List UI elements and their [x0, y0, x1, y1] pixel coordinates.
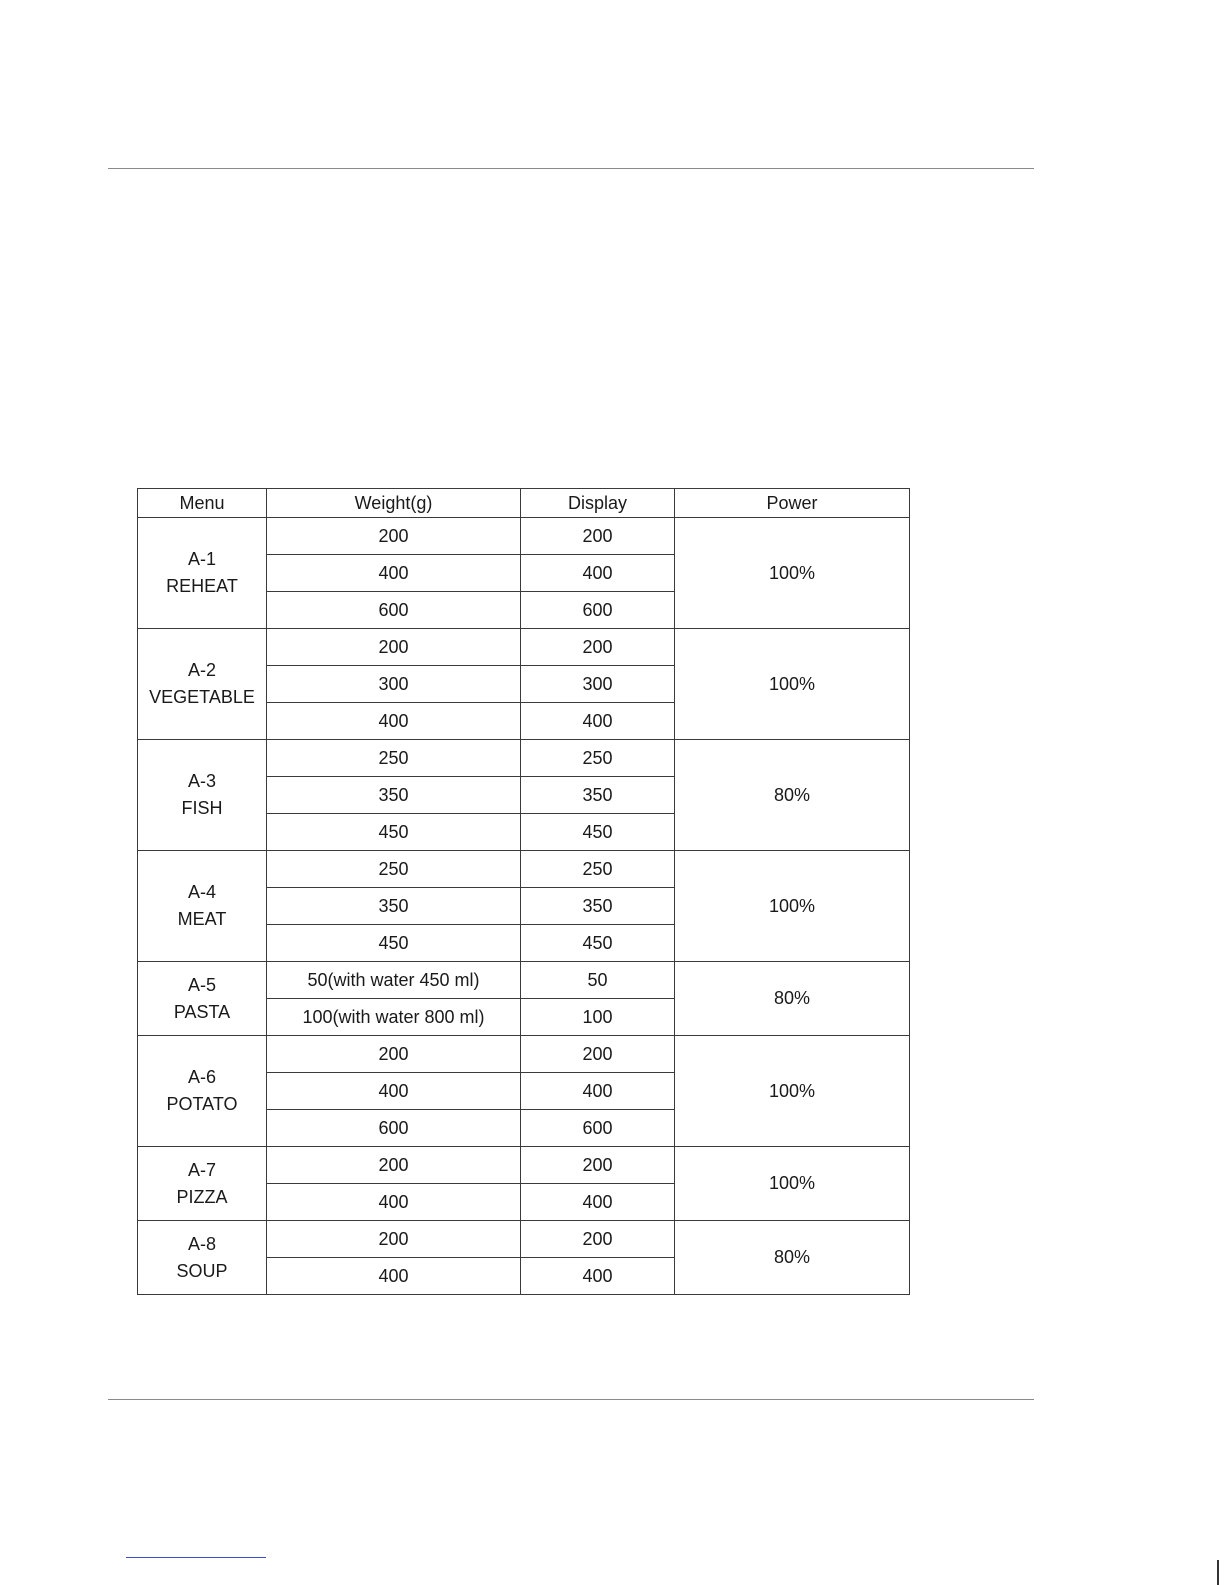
display-cell: 450: [521, 925, 675, 962]
display-cell: 600: [521, 592, 675, 629]
weight-cell: 450: [267, 814, 521, 851]
menu-code: A-3: [187, 771, 216, 791]
menu-cell: [138, 1221, 267, 1295]
table-body: [138, 518, 910, 1295]
display-cell: 600: [521, 1110, 675, 1147]
display-cell: 250: [521, 740, 675, 777]
table-row: [138, 629, 910, 666]
menu-name: PIZZA: [176, 1186, 228, 1207]
display-cell: 400: [521, 703, 675, 740]
menu-cell: [138, 518, 267, 629]
display-cell: 400: [521, 1258, 675, 1295]
power-cell: 100%: [675, 629, 910, 740]
power-cell: 100%: [675, 518, 910, 629]
header-divider: [108, 168, 1034, 169]
menu-code: A-8: [187, 1233, 216, 1254]
weight-cell: 50(with water 450 ml): [267, 962, 521, 999]
weight-cell: 200: [267, 629, 521, 666]
weight-cell: 600: [267, 592, 521, 629]
weight-cell: 400: [267, 555, 521, 592]
menu-cell: [138, 629, 267, 740]
power-cell: 80%: [675, 740, 910, 851]
weight-cell: 200: [267, 1036, 521, 1073]
menu-cell: [138, 962, 267, 1036]
weight-cell: 350: [267, 888, 521, 925]
table-row: [138, 1147, 910, 1184]
display-cell: 100: [521, 999, 675, 1036]
menu-code: A-5: [187, 974, 216, 995]
table-row: [138, 962, 910, 999]
display-cell: 450: [521, 814, 675, 851]
column-header-weight: Weight(g): [267, 489, 521, 518]
menu-name: FISH: [181, 798, 223, 818]
column-header-menu: Menu: [138, 489, 267, 518]
weight-cell: 400: [267, 703, 521, 740]
page-edge-mark: [1217, 1560, 1219, 1585]
display-cell: 200: [521, 1147, 675, 1184]
display-cell: 300: [521, 666, 675, 703]
weight-cell: 400: [267, 1258, 521, 1295]
table-header-row: [138, 489, 910, 518]
menu-code: A-4: [187, 882, 216, 902]
display-cell: 50: [521, 962, 675, 999]
column-header-power: Power: [675, 489, 910, 518]
power-cell: 100%: [675, 851, 910, 962]
table-row: [138, 740, 910, 777]
display-cell: 350: [521, 888, 675, 925]
weight-cell: 200: [267, 1147, 521, 1184]
weight-cell: 100(with water 800 ml): [267, 999, 521, 1036]
weight-cell: 350: [267, 777, 521, 814]
menu-code: A-6: [187, 1067, 216, 1087]
power-cell: 80%: [675, 1221, 910, 1295]
menu-cell: [138, 1147, 267, 1221]
auto-menu-table: [137, 488, 910, 1295]
display-cell: 400: [521, 1184, 675, 1221]
display-cell: 200: [521, 1036, 675, 1073]
display-cell: 400: [521, 555, 675, 592]
table-row: [138, 518, 910, 555]
display-cell: 350: [521, 777, 675, 814]
power-cell: 100%: [675, 1036, 910, 1147]
weight-cell: 450: [267, 925, 521, 962]
menu-name: PASTA: [173, 1001, 231, 1022]
table-row: [138, 1221, 910, 1258]
menu-name: REHEAT: [166, 576, 238, 596]
display-cell: 200: [521, 518, 675, 555]
weight-cell: 300: [267, 666, 521, 703]
weight-cell: 250: [267, 851, 521, 888]
menu-code: A-1: [187, 549, 216, 569]
table-row: [138, 851, 910, 888]
weight-cell: 200: [267, 518, 521, 555]
menu-code: A-7: [187, 1159, 216, 1180]
menu-cell: [138, 1036, 267, 1147]
weight-cell: 400: [267, 1073, 521, 1110]
menu-name: POTATO: [166, 1094, 238, 1114]
power-cell: 80%: [675, 962, 910, 1036]
menu-name: VEGETABLE: [149, 687, 255, 707]
display-cell: 400: [521, 1073, 675, 1110]
display-cell: 250: [521, 851, 675, 888]
menu-cell: [138, 851, 267, 962]
weight-cell: 250: [267, 740, 521, 777]
menu-name: SOUP: [176, 1260, 228, 1281]
display-cell: 200: [521, 1221, 675, 1258]
weight-cell: 400: [267, 1184, 521, 1221]
weight-cell: 200: [267, 1221, 521, 1258]
weight-cell: 600: [267, 1110, 521, 1147]
power-cell: 100%: [675, 1147, 910, 1221]
menu-code: A-2: [187, 660, 216, 680]
footer-divider: [108, 1399, 1034, 1400]
display-cell: 200: [521, 629, 675, 666]
menu-cell: [138, 740, 267, 851]
table-row: [138, 1036, 910, 1073]
footer-link-underline: [126, 1557, 266, 1558]
column-header-display: Display: [521, 489, 675, 518]
menu-name: MEAT: [177, 909, 227, 929]
